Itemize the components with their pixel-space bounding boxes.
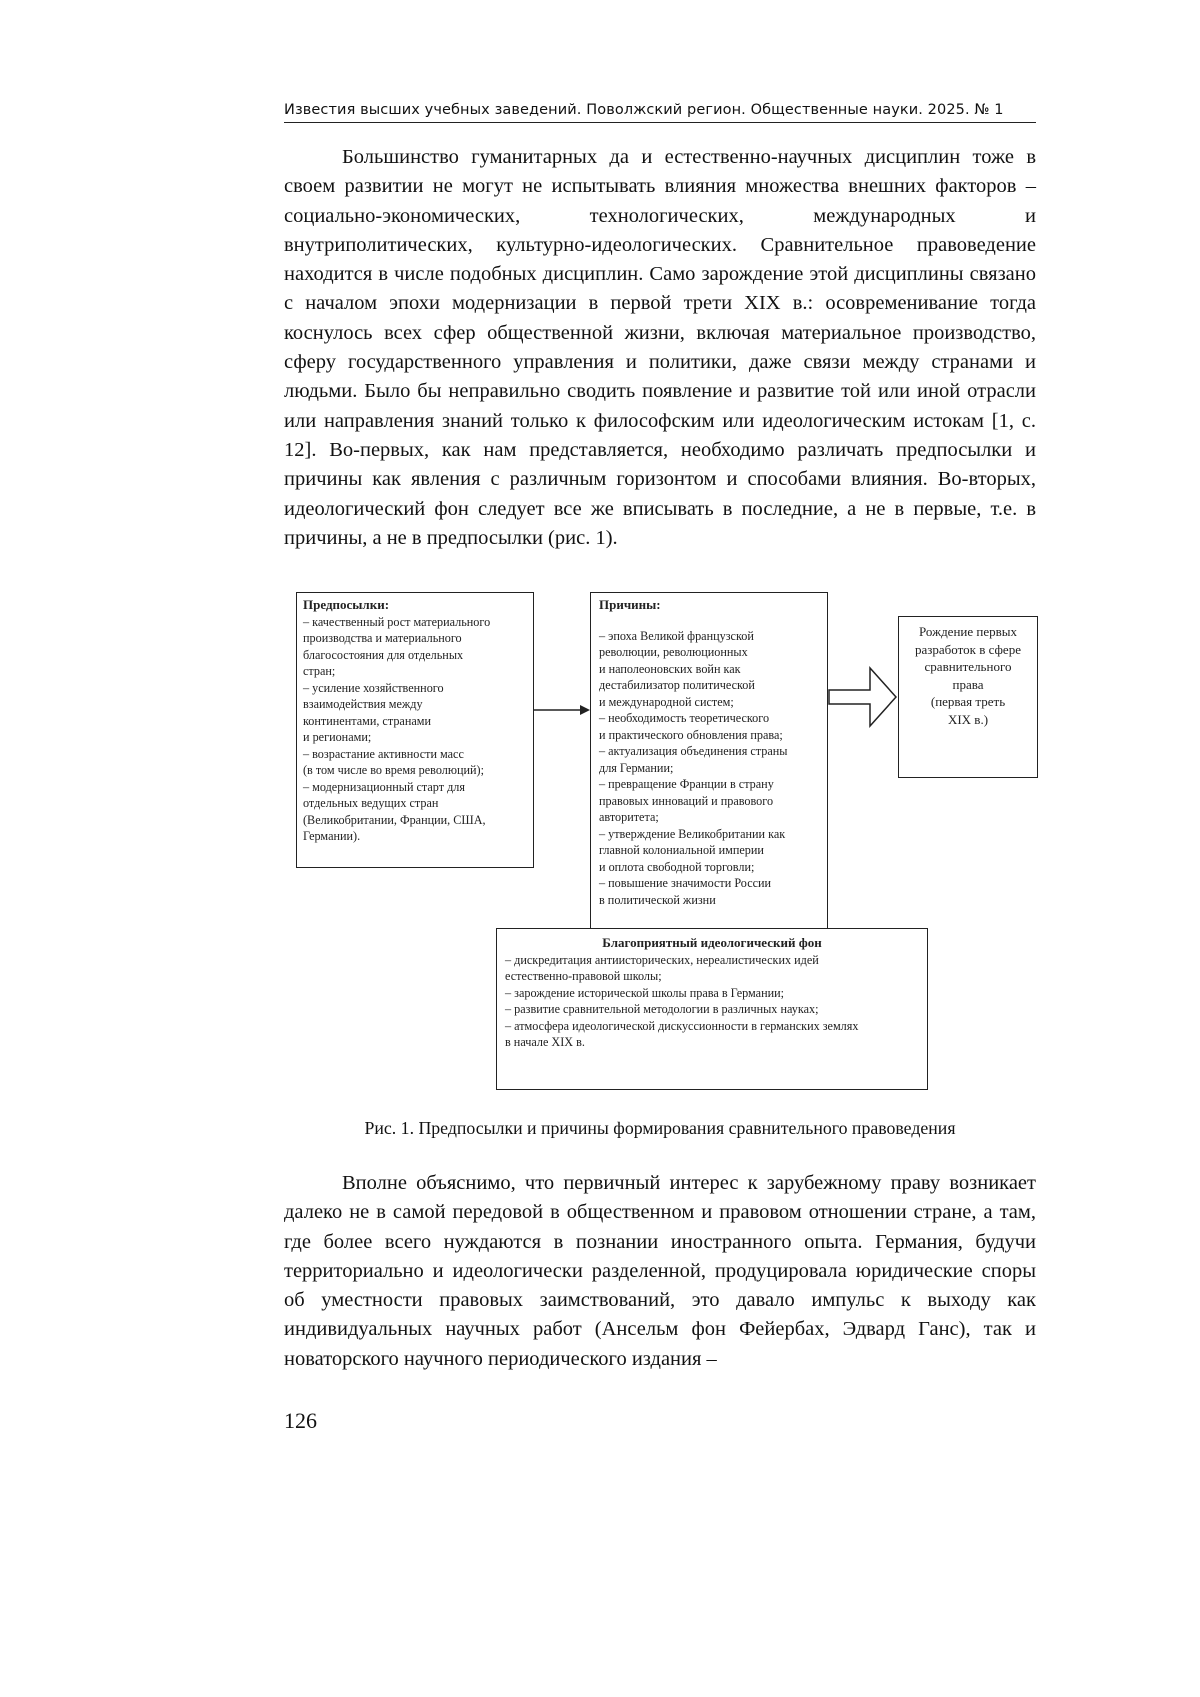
figure-caption: Рис. 1. Предпосылки и причины формирования сравнительного правоведения [364, 1118, 956, 1138]
prerequisites-line: благосостояния для отдельных [303, 647, 464, 662]
causes-line: – необходимость теоретического [599, 711, 770, 725]
causes-line: революции, революционных [599, 645, 748, 659]
ideology-box [496, 928, 928, 1090]
causes-title: Причины: [599, 597, 661, 612]
prerequisites-title: Предпосылки: [303, 597, 390, 612]
prerequisites-line: и регионами; [303, 730, 372, 744]
causes-line: и международной систем; [599, 694, 734, 709]
ideology-line: – атмосфера идеологической дискуссионности в германских землях [505, 1018, 859, 1033]
block-arrow-causes-to-result [829, 668, 896, 726]
result-line: Рождение первых [919, 624, 1017, 639]
prerequisites-line: (Великобритании, Франции, США, [303, 812, 486, 827]
causes-line: – актуализация объединения страны [599, 744, 788, 758]
result-line: (первая треть [930, 694, 1006, 709]
result-line: права [952, 676, 984, 692]
prerequisites-line: Германии). [303, 829, 361, 843]
prerequisites-line: производства и материального [303, 631, 462, 645]
ideology-line: естественно-правовой школы; [505, 969, 662, 983]
causes-line: и оплота свободной торговли; [599, 859, 755, 874]
causes-box [590, 592, 828, 930]
result-line: сравнительного [924, 659, 1012, 674]
arrow-head-small [580, 705, 590, 715]
ideology-line: в начале XIX в. [505, 1035, 585, 1049]
ideology-line: – зарождение исторической школы права в Германии; [505, 985, 785, 1000]
prerequisites-line: отдельных ведущих стран [303, 796, 439, 810]
body-paragraph-1: Большинство гуманитарных да и естественно-научных дисциплин тоже в своем развитии не могут не испытывать влияния множества внешних факторов – социально-экономических, технологических, международных и внутриполитических, культурно-идеологических. Сравнительное правоведение находится в числе подобных дисциплин. Само зарождение этой дисциплины связано с началом эпохи модернизации в первой трети XIX в.: осовременивание тогда коснулось всех сфер общественной жизни, включая материальное производство, сферу государственного управления и политики, даже связи между странами и людьми. Было бы неправильно сводить появление и развитие той или иной отрасли или направления знаний только к философским или идеологическим истокам [1, с. 12]. Во-первых, как нам представляется, необходимо различать предпосылки и причины как явления с различным горизонтом и способами влияния. Во-вторых, идеологический фон следует все же вписывать в последние, а не в первые, т.е. в причины, а не в предпосылки (рис. 1). [284, 146, 1036, 549]
causes-line: главной колониальной империи [599, 843, 764, 857]
result-box [898, 616, 1038, 778]
ideology-line: – дискредитация антиисторических, нереалистических идей [505, 952, 819, 967]
causes-line: в политической жизни [599, 892, 716, 907]
prerequisites-line: – усиление хозяйственного [303, 680, 444, 695]
journal-header: Известия высших учебных заведений. Поволжский регион. Общественные науки. 2025. № 1 [284, 102, 1036, 123]
body-paragraph-2: Вполне объяснимо, что первичный интерес к зарубежному праву возникает далеко не в самой передовой в общественном и правовом отношении стране, а там, где более всего нуждаются в познании иностранного опыта. Германия, будучи территориально и идеологически разделенной, продуцировала юридические споры об уместности правовых заимствований, это давало импульс к выходу как индивидуальных научных работ (Ансельм фон Фейербах, Эдвард Ганс), так и новаторского научного периодического издания – [284, 1172, 1036, 1370]
causes-spacer [599, 614, 819, 628]
causes-line: для Германии; [599, 760, 674, 775]
result-line: XIX в.) [947, 711, 989, 727]
result-line: разработок в сфере [915, 641, 1021, 657]
causes-line: и наполеоновских войн как [599, 661, 741, 676]
causes-line: правовых инноваций и правового [599, 793, 774, 808]
prerequisites-box [296, 592, 534, 868]
causes-line: – повышение значимости России [599, 876, 772, 890]
causes-line: и практического обновления права; [599, 727, 783, 742]
prerequisites-line: – возрастание активности масс [303, 746, 464, 761]
ideology-line: – развитие сравнительной методологии в различных науках; [505, 1002, 819, 1016]
ideology-title: Благоприятный идеологический фон [602, 935, 822, 950]
prerequisites-line: – качественный рост материального [303, 614, 491, 629]
causes-line: – эпоха Великой французской [599, 628, 754, 643]
causes-line: авторитета; [599, 810, 659, 824]
causes-line: – утверждение Великобритании как [599, 826, 786, 841]
prerequisites-line: – модернизационный старт для [303, 779, 465, 794]
causes-line: – превращение Франции в страну [599, 777, 774, 791]
prerequisites-line: стран; [303, 664, 336, 678]
prerequisites-line: взаимодействия между [303, 697, 423, 711]
page-number: 126 [284, 1408, 317, 1433]
prerequisites-line: (в том числе во время революций); [303, 763, 484, 777]
prerequisites-line: континентами, странами [303, 713, 431, 728]
causes-line: дестабилизатор политической [599, 678, 755, 692]
